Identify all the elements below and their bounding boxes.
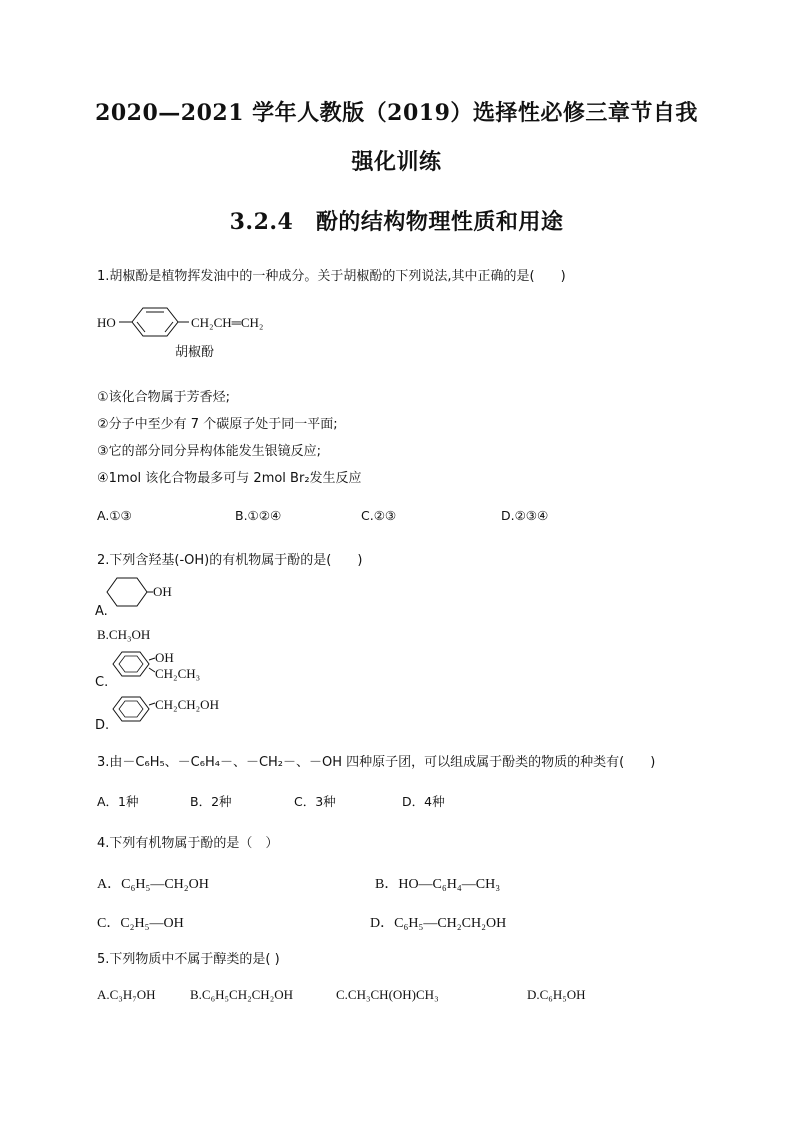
q2-option-d-group: CH₂CH₂OH — [155, 697, 219, 712]
q1-structure-chavicol — [95, 300, 305, 365]
q5-stem: 5.下列物质中不属于醇类的是( ) — [97, 952, 280, 967]
q1-option-c[interactable]: C.②③ — [361, 508, 397, 523]
q1-structure-right-group: CH₂CH═CH₂ — [191, 315, 264, 330]
q5-option-a[interactable]: A.C₃H₇OH — [97, 987, 156, 1002]
q1-option-d[interactable]: D.②③④ — [501, 508, 549, 523]
q1-statement-4: ④1mol 该化合物最多可与 2mol Br₂发生反应 — [97, 471, 362, 486]
q1-structure-left-group: HO — [97, 315, 116, 330]
q1-option-b[interactable]: B.①②④ — [235, 508, 282, 523]
q2-option-a-group: OH — [153, 584, 172, 599]
q1-statement-3: ③它的部分同分异构体能发生银镜反应; — [97, 444, 322, 459]
q4-option-c[interactable]: C．C₂H₅—OH — [97, 916, 184, 931]
q1-option-a[interactable]: A.①③ — [97, 508, 132, 523]
q2-option-c-structure[interactable] — [95, 648, 235, 693]
q3-option-d[interactable]: D．4种 — [402, 794, 445, 809]
q3-option-b[interactable]: B．2种 — [190, 794, 232, 809]
q4-option-a[interactable]: A．C₆H₅—CH₂OH — [97, 877, 209, 892]
q3-stem: 3.由－C₆H₅、－C₆H₄－、－CH₂－、－OH 四种原子团，可以组成属于酚类的物质的种类有( ) — [97, 755, 656, 770]
q5-option-d[interactable]: D.C₆H₅OH — [527, 987, 586, 1002]
q2-option-c-group1: OH — [155, 650, 174, 665]
document-title-line2: 强化训练 — [351, 149, 442, 175]
q1-statement-1: ①该化合物属于芳香烃; — [97, 390, 231, 405]
q2-option-c-label: C. — [95, 675, 109, 690]
q4-stem: 4.下列有机物属于酚的是（ ） — [97, 836, 279, 851]
q3-option-a[interactable]: A．1种 — [97, 794, 139, 809]
q2-option-d-structure[interactable] — [95, 693, 265, 733]
q2-option-a-structure[interactable] — [95, 575, 215, 620]
document-title-line1: 2020—2021 学年人教版（2019）选择性必修三章节自我 — [95, 100, 698, 126]
q5-option-c[interactable]: C.CH₃CH(OH)CH₃ — [336, 987, 439, 1002]
q3-option-c[interactable]: C．3种 — [294, 794, 336, 809]
q2-option-b[interactable]: B.CH₃OH — [97, 627, 151, 642]
q2-option-d-label: D. — [95, 718, 110, 733]
q2-option-a-label: A. — [95, 604, 108, 619]
q2-stem: 2.下列含羟基(-OH)的有机物属于酚的是( ) — [97, 553, 363, 568]
q4-option-d[interactable]: D．C₆H₅—CH₂CH₂OH — [370, 916, 507, 931]
q4-option-b[interactable]: B．HO—C₆H₄—CH₃ — [375, 877, 501, 892]
q1-structure-caption: 胡椒酚 — [175, 345, 215, 360]
q2-option-c-group2: CH₂CH₃ — [155, 666, 201, 681]
q1-stem: 1.胡椒酚是植物挥发油中的一种成分。关于胡椒酚的下列说法,其中正确的是( ) — [97, 269, 566, 284]
q5-option-b[interactable]: B.C₆H₅CH₂CH₂OH — [190, 987, 294, 1002]
q1-statement-2: ②分子中至少有 7 个碳原子处于同一平面; — [97, 417, 338, 432]
section-title: 3.2.4 酚的结构物理性质和用途 — [229, 209, 564, 235]
